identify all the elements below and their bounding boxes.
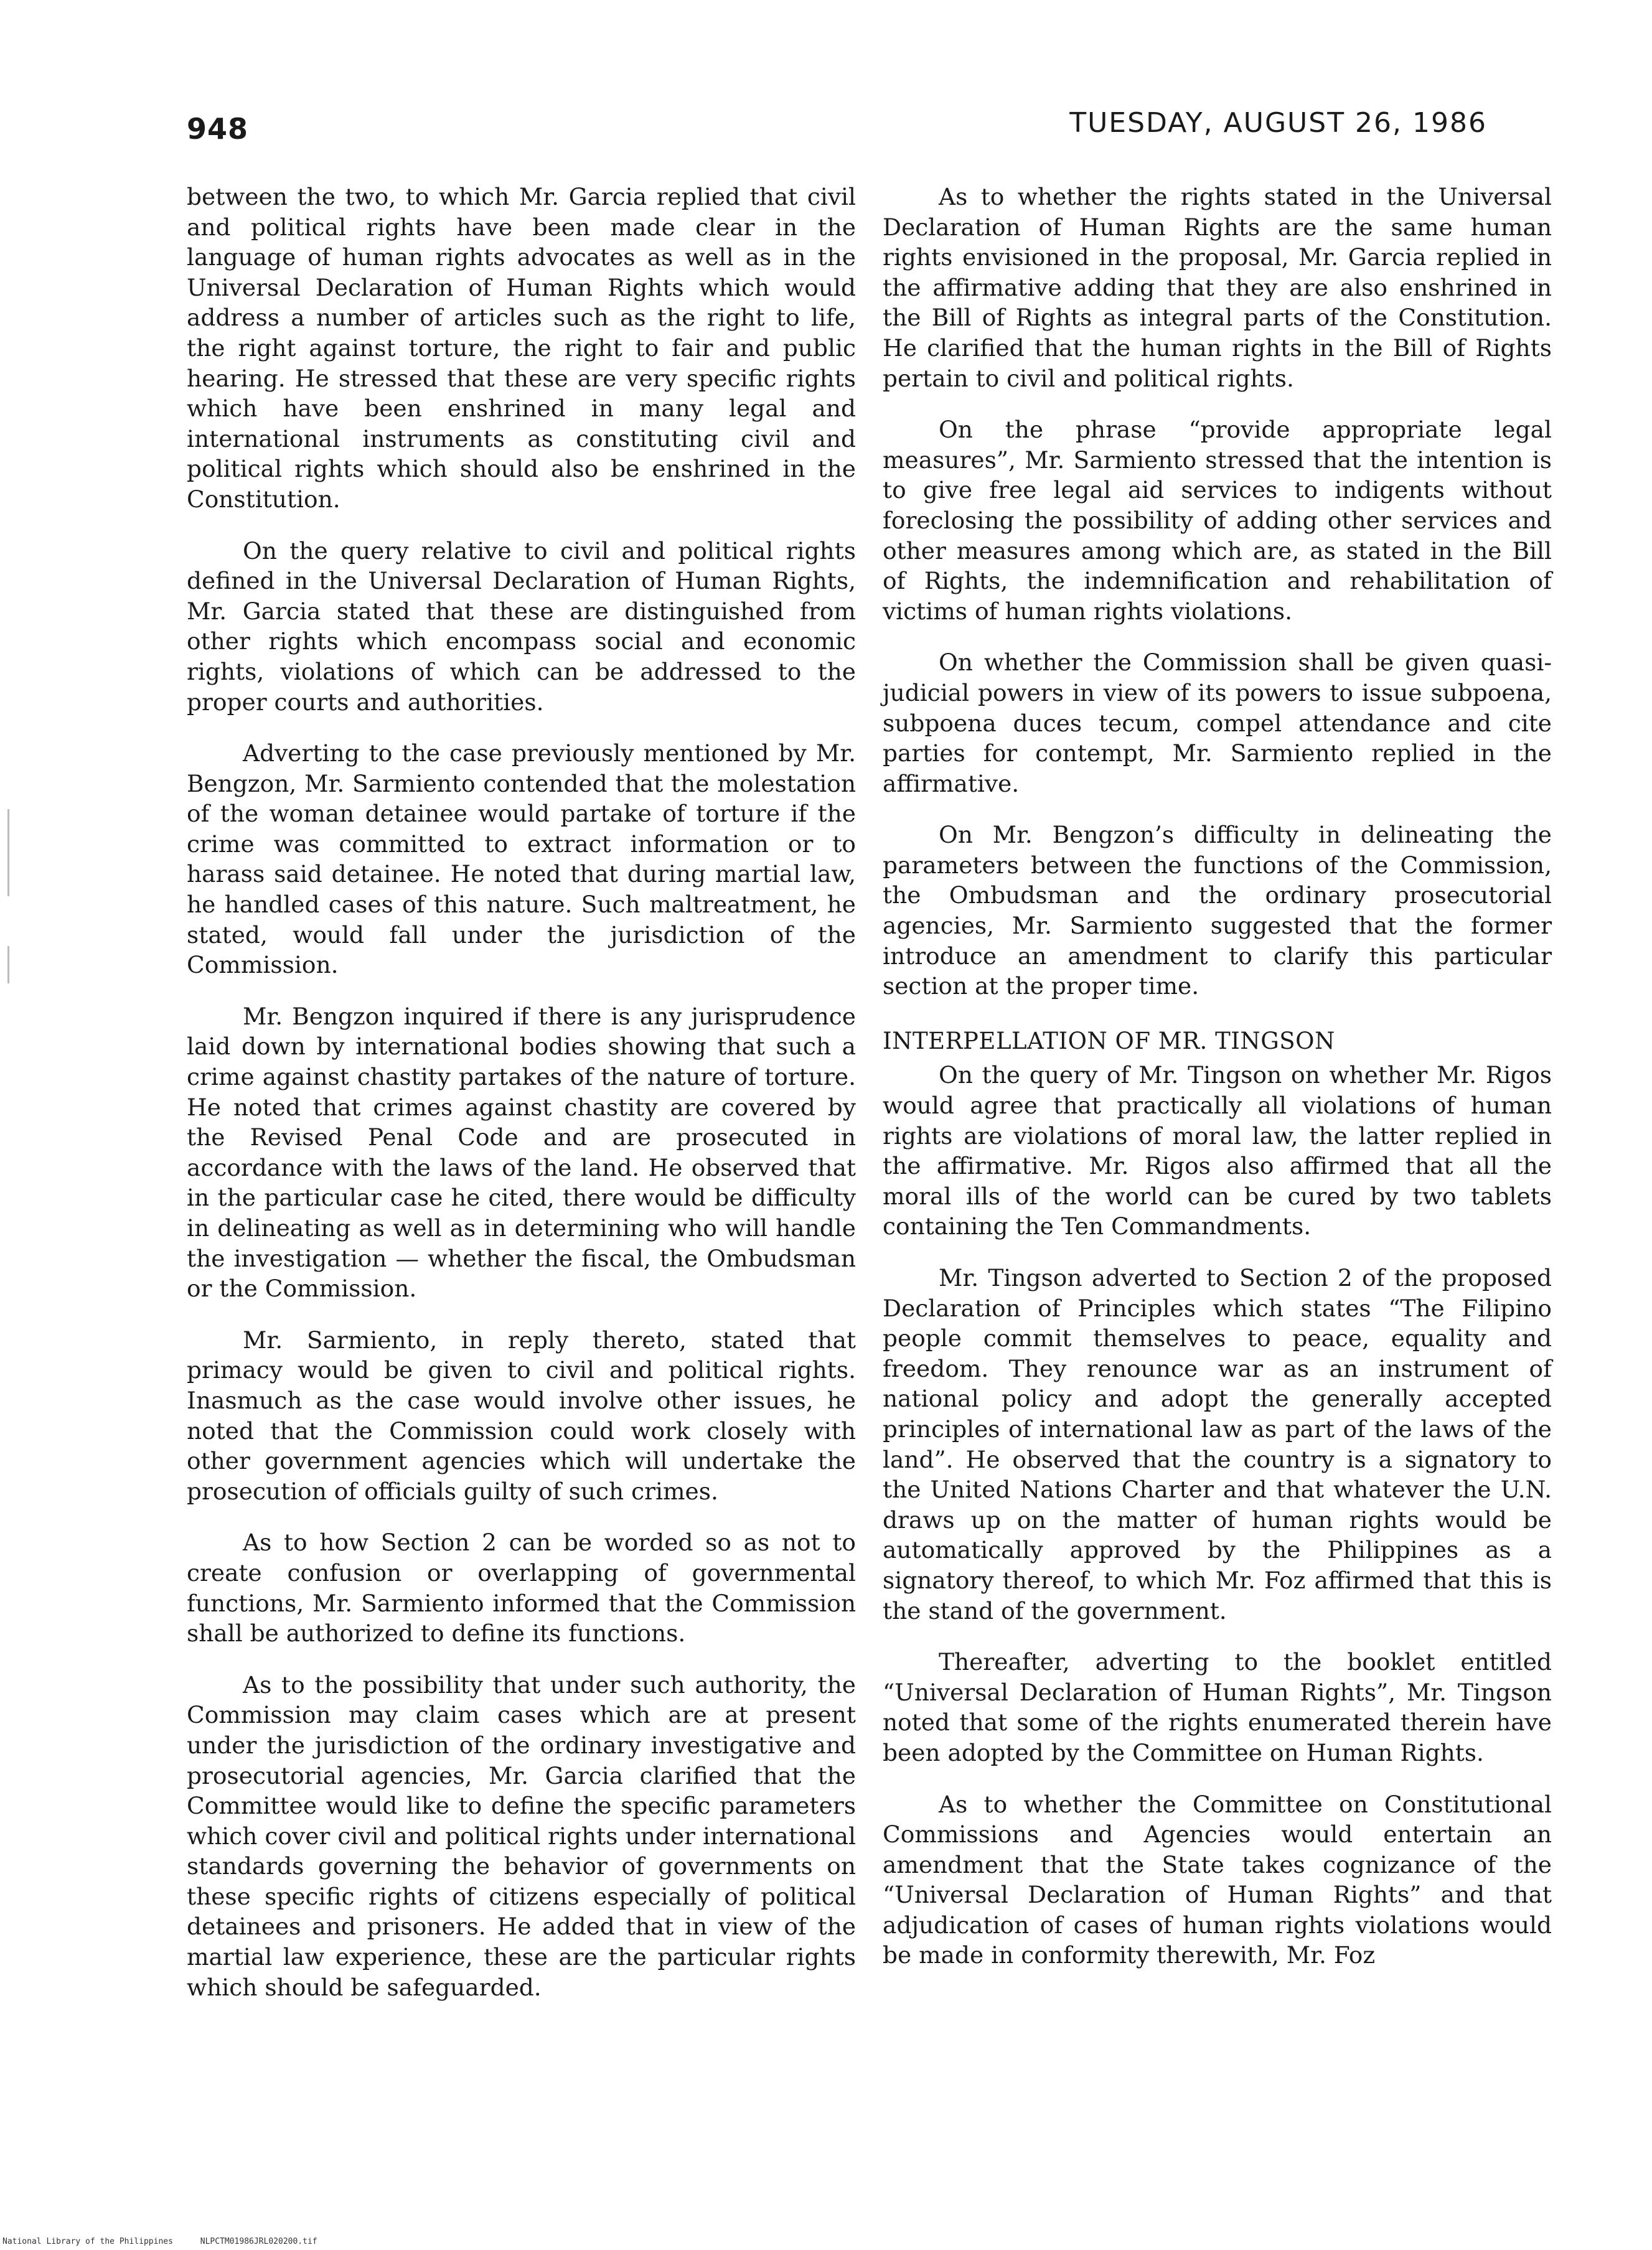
paragraph: As to the possibility that under such authority, the Commission may claim cases which are at present under the jurisdiction of the ordinary investigative and prosecutorial agencies, Mr. Garcia clarified that the Committee would like to define the specific parameters which cover civil and political rights under international standards governing the behavior of governments on these specific rights of citizens especially of political detainees and prisoners. He added that in view of the martial law experience, these are the particular rights which should be safeguarded.: [187, 1671, 856, 2001]
paragraph: Mr. Tingson adverted to Section 2 of the proposed Declaration of Principles which states “The Filipino people commit themselves to peace, equality and freedom. They renounce war as an instrument of national policy and adopt the generally accepted principles of international law as part of the laws of the land”. He observed that the country is a signatory to the United Nations Charter and that whatever the U.N. draws up on the matter of human rights would be automatically approved by the Philippines as a signatory thereof, to which Mr. Foz affirmed that this is the stand of the government.: [883, 1264, 1552, 1624]
footer-library: National Library of the Philippines: [2, 2237, 173, 2246]
paragraph: As to whether the Committee on Constitutional Commissions and Agencies would entertain an amendment that the State takes cognizance of the “Universal Declaration of Human Rights” and that adjudication of cases of human rights violations would be made in conformity therewith, Mr. Foz: [883, 1790, 1552, 1969]
paragraph: As to whether the rights stated in the Universal Declaration of Human Rights are the same human rights envisioned in the proposal, Mr. Garcia replied in the affirmative adding that they are also enshrined in the Bill of Rights as integral parts of the Constitution. He clarified that the human rights in the Bill of Rights pertain to civil and political rights.: [883, 183, 1552, 392]
left-column: [187, 182, 856, 2023]
section-heading: INTERPELLATION OF MR. TINGSON: [883, 1027, 1335, 1054]
paragraph: On whether the Commission shall be given quasi-judicial powers in view of its powers to issue subpoena, subpoena duces tecum, compel attendance and cite parties for contempt, Mr. Sarmiento replied in the affirmative.: [883, 649, 1552, 797]
paragraph: On the phrase “provide appropriate legal measures”, Mr. Sarmiento stressed that the intention is to give free legal aid services to indigents without foreclosing the possibility of adding other services and other measures among which are, as stated in the Bill of Rights, the indemnification and rehabilitation of victims of human rights violations.: [883, 416, 1552, 625]
page-date: TUESDAY, AUGUST 26, 1986: [1069, 107, 1487, 139]
paragraph: Adverting to the case previously mentioned by Mr. Bengzon, Mr. Sarmiento contended that the molestation of the woman detainee would partake of torture if the crime was committed to extract information or to harass said detainee. He noted that during martial law, he handled cases of this nature. Such maltreatment, he stated, would fall under the jurisdiction of the Commission.: [187, 739, 856, 979]
paragraph: Mr. Bengzon inquired if there is any jurisprudence laid down by international bodies showing that such a crime against chastity partakes of the nature of torture. He noted that crimes against chastity are covered by the Revised Penal Code and are prosecuted in accordance with the laws of the land. He observed that in the particular case he cited, there would be difficulty in delineating as well as in determining who will handle the investigation — whether the fiscal, the Ombudsman or the Commission.: [187, 1002, 856, 1303]
paragraph: On the query of Mr. Tingson on whether Mr. Rigos would agree that practically all violations of human rights are violations of moral law, the latter replied in the affirmative. Mr. Rigos also affirmed that all the moral ills of the world can be cured by two tablets containing the Ten Commandments.: [883, 1061, 1552, 1240]
scan-artifact: [7, 946, 9, 983]
paragraph: On the query relative to civil and political rights defined in the Universal Declaration of Human Rights, Mr. Garcia stated that these are distinguished from other rights which encompass social and economic rights, violations of which can be addressed to the proper courts and authorities.: [187, 537, 856, 716]
paragraph: Thereafter, adverting to the booklet entitled “Universal Declaration of Human Rights”, Mr. Tingson noted that some of the rights enumerated therein have been adopted by the Committee on Human Rights.: [883, 1648, 1552, 1766]
scan-artifact: [7, 809, 9, 896]
right-column: [883, 182, 1552, 1992]
page-header: [187, 107, 1487, 151]
scan-footer: [2, 2237, 317, 2246]
page-number: 948: [187, 112, 249, 146]
footer-file: NLPCTM01986JRL020200.tif: [200, 2237, 317, 2246]
paragraph: Mr. Sarmiento, in reply thereto, stated that primacy would be given to civil and political rights. Inasmuch as the case would involve other issues, he noted that the Commission could work closely with other government agencies which will undertake the prosecution of officials guilty of such crimes.: [187, 1326, 856, 1505]
paragraph: As to how Section 2 can be worded so as not to create confusion or overlapping of governmental functions, Mr. Sarmiento informed that the Commission shall be authorized to define its functions.: [187, 1529, 856, 1648]
paragraph: On Mr. Bengzon’s difficulty in delineating the parameters between the functions of the Commission, the Ombudsman and the ordinary prosecutorial agencies, Mr. Sarmiento suggested that the former introduce an amendment to clarify this particular section at the proper time.: [883, 821, 1552, 1000]
paragraph: between the two, to which Mr. Garcia replied that civil and political rights have been made clear in the language of human rights advocates as well as in the Universal Declaration of Human Rights which would address a number of articles such as the right to life, the right against torture, the right to fair and public hearing. He stressed that these are very specific rights which have been enshrined in many legal and international instruments as constituting civil and political rights which should also be enshrined in the Constitution.: [187, 183, 856, 513]
